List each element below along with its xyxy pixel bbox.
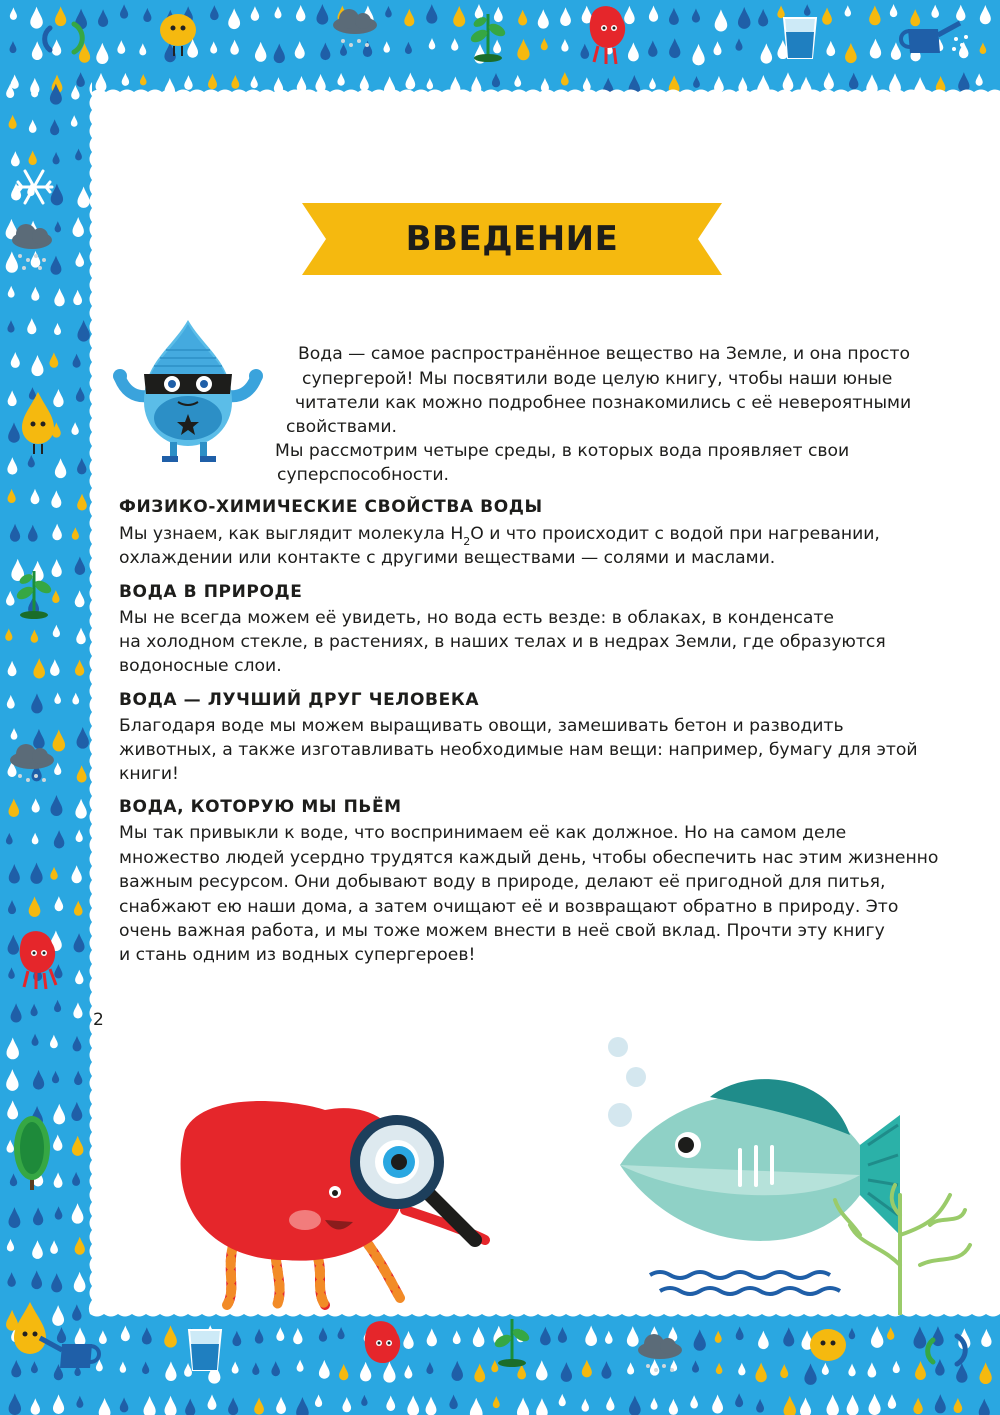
water-superhero-illustration (108, 318, 268, 468)
recycle-arcs-icon (45, 24, 83, 52)
section-line: водоносные слои. (119, 656, 282, 676)
section-line: и стань одним из водных супергероев! (119, 945, 476, 965)
plant-icon (469, 14, 508, 62)
yellow-drop-character-icon (22, 392, 54, 454)
intro-line: Вода — самое распространённое вещество на Земле, и она просто (298, 344, 910, 364)
glass-of-water-icon (784, 18, 816, 58)
yellow-drop-character-icon (14, 1302, 46, 1354)
intro-line: свойствами. (286, 417, 397, 437)
section-line: животных, а также изготавливать необходимые нам вещи: например, бумагу для этой (119, 740, 918, 760)
intro-line: Мы рассмотрим четыре среды, в которых вода проявляет свои (275, 441, 850, 461)
section-line: Мы так привыкли к воде, что воспринимаем её как должное. Но на самом деле (119, 823, 847, 843)
watering-can-icon (901, 23, 968, 53)
cloud-rain-icon (333, 9, 377, 47)
yellow-drop-character-icon (160, 14, 196, 56)
section-heading: ВОДА — ЛУЧШИЙ ДРУГ ЧЕЛОВЕКА (119, 690, 480, 710)
page-number: 2 (93, 1010, 104, 1030)
yellow-drop-character-icon (810, 1329, 846, 1361)
page-title: ВВЕДЕНИЕ (405, 219, 619, 259)
red-creature-icon (590, 6, 625, 64)
plant-icon (15, 571, 54, 619)
section-line: множество людей усердно трудятся каждый день, чтобы обеспечить нас этим жизненно (119, 848, 939, 868)
section-line: на холодном стекле, в растениях, в наших телах и в недрах Земли, где образуются (119, 632, 886, 652)
recycle-arcs-icon (928, 1336, 966, 1364)
tree-icon (14, 1116, 50, 1190)
cloud-rain-icon (10, 744, 54, 782)
section-heading: ВОДА, КОТОРУЮ МЫ ПЬЁМ (119, 797, 402, 817)
section-line: книги! (119, 764, 179, 784)
plant-icon (493, 1319, 532, 1367)
intro-line: суперспособности. (277, 465, 449, 485)
snowflake-icon (16, 171, 52, 203)
glass-of-water-icon (189, 1330, 221, 1370)
section-heading: ВОДА В ПРИРОДЕ (119, 582, 303, 602)
cloud-rain-icon (638, 1334, 682, 1372)
section-line: Мы узнаем, как выглядит молекула $H_2O$ и что происходит с водой при нагревании, (119, 524, 880, 548)
section-line: Благодаря воде мы можем выращивать овощи, замешивать бетон и разводить (119, 716, 844, 736)
intro-line: супергерой! Мы посвятили воде целую книгу, чтобы наши юные (302, 369, 893, 389)
watering-can-icon (40, 1338, 99, 1368)
section-heading: ФИЗИКО-ХИМИЧЕСКИЕ СВОЙСТВА ВОДЫ (119, 497, 543, 517)
section-line: охлаждении или контакте с другими веществами — солями и маслами. (119, 548, 776, 568)
fish-illustration (600, 1035, 980, 1315)
cloud-rain-icon (12, 224, 52, 270)
section-line: важным ресурсом. Они добывают воду в природе, делают её пригодной для питья, (119, 872, 886, 892)
section-line: очень важная работа, и мы тоже можем внести в неё свой вклад. Прочти эту книгу (119, 921, 885, 941)
section-line: снабжают ею наши дома, а затем очищают её и возвращают обратно в природу. Это (119, 897, 899, 917)
red-creature-icon (365, 1321, 400, 1363)
red-creature-icon (20, 931, 56, 989)
section-line: Мы не всегда можем её увидеть, но вода есть везде: в облаках, в конденсате (119, 608, 834, 628)
intro-line: читатели как можно подробнее познакомились с её невероятными (295, 393, 912, 413)
red-creature-magnifier-illustration (165, 1090, 510, 1315)
